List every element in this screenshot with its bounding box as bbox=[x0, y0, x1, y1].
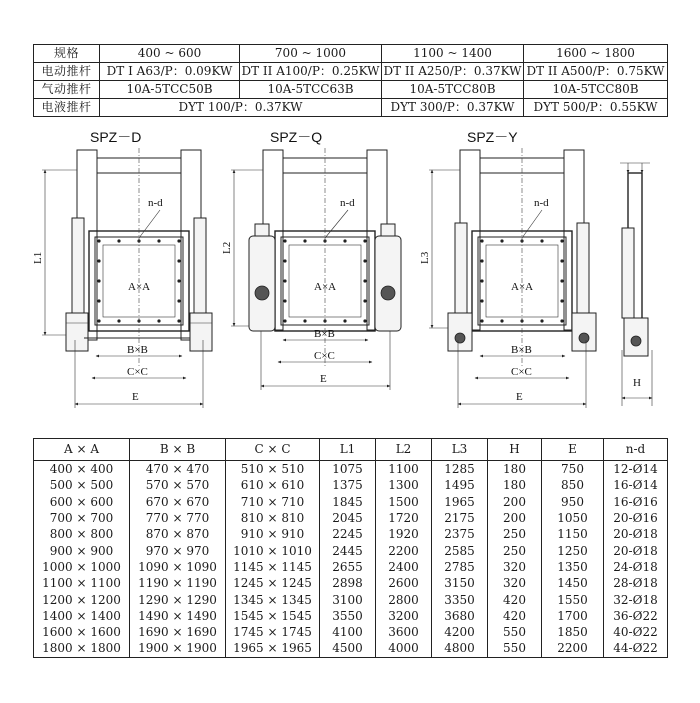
spec-cell: 400 ~ 600 bbox=[100, 45, 240, 63]
table-cell: 180 bbox=[488, 461, 542, 478]
drawing-title: SPZ－Y bbox=[467, 129, 518, 145]
dim-e-label: E bbox=[132, 391, 139, 403]
table-cell: 950 bbox=[542, 494, 604, 510]
table-cell: 12-Ø14 bbox=[604, 461, 668, 478]
table-cell: 1010 × 1010 bbox=[226, 542, 320, 558]
spec-cell: DYT 500/P：0.55KW bbox=[524, 99, 668, 117]
table-cell: 4000 bbox=[376, 640, 432, 657]
table-cell: 4100 bbox=[320, 624, 376, 640]
table-cell: 2600 bbox=[376, 575, 432, 591]
table-cell: 4800 bbox=[432, 640, 488, 657]
table-cell: 1700 bbox=[542, 608, 604, 624]
column-header: L3 bbox=[432, 439, 488, 461]
table-cell: 1495 bbox=[432, 477, 488, 493]
table-cell: 2800 bbox=[376, 591, 432, 607]
dim-b-label: B×B bbox=[127, 344, 148, 356]
table-cell: 320 bbox=[488, 559, 542, 575]
table-cell: 1345 × 1345 bbox=[226, 591, 320, 607]
spec-row-size bbox=[34, 45, 668, 63]
table-cell: 24-Ø18 bbox=[604, 559, 668, 575]
table-cell: 2045 bbox=[320, 510, 376, 526]
table-cell: 1145 × 1145 bbox=[226, 559, 320, 575]
column-header: H bbox=[488, 439, 542, 461]
table-cell: 4200 bbox=[432, 624, 488, 640]
table-cell: 40-Ø22 bbox=[604, 624, 668, 640]
table-cell: 1300 bbox=[376, 477, 432, 493]
spec-cell: 1100 ~ 1400 bbox=[382, 45, 524, 63]
table-cell: 2785 bbox=[432, 559, 488, 575]
spec-cell: DT I A63/P：0.09KW bbox=[100, 63, 240, 81]
table-cell: 910 × 910 bbox=[226, 526, 320, 542]
table-cell: 36-Ø22 bbox=[604, 608, 668, 624]
spec-row-header: 气动推杆 bbox=[34, 81, 100, 99]
spec-row-header: 电液推杆 bbox=[34, 99, 100, 117]
table-cell: 870 × 870 bbox=[130, 526, 226, 542]
spec-cell: 10A-5TCC80B bbox=[382, 81, 524, 99]
dim-b-label: B×B bbox=[314, 328, 335, 340]
table-cell: 320 bbox=[488, 575, 542, 591]
column-header: A × A bbox=[34, 439, 130, 461]
table-cell: 1000 × 1000 bbox=[34, 559, 130, 575]
table-cell: 510 × 510 bbox=[226, 461, 320, 478]
table-cell: 710 × 710 bbox=[226, 494, 320, 510]
hole-label: n-d bbox=[534, 197, 549, 209]
column-header: B × B bbox=[130, 439, 226, 461]
opening-label: A×A bbox=[314, 281, 337, 293]
table-cell: 1050 bbox=[542, 510, 604, 526]
dimension-header-row bbox=[34, 439, 668, 461]
table-cell: 2375 bbox=[432, 526, 488, 542]
drawing-spz-d bbox=[32, 129, 212, 408]
drawing-title: SPZ－Q bbox=[270, 129, 323, 145]
table-cell: 1850 bbox=[542, 624, 604, 640]
table-cell: 2200 bbox=[542, 640, 604, 657]
table-cell: 1490 × 1490 bbox=[130, 608, 226, 624]
table-cell: 2898 bbox=[320, 575, 376, 591]
table-cell: 1745 × 1745 bbox=[226, 624, 320, 640]
table-cell: 28-Ø18 bbox=[604, 575, 668, 591]
table-cell: 420 bbox=[488, 608, 542, 624]
table-cell: 20-Ø18 bbox=[604, 526, 668, 542]
drawing-title: SPZ－D bbox=[90, 129, 142, 145]
table-cell: 1800 × 1800 bbox=[34, 640, 130, 657]
opening-label: A×A bbox=[511, 281, 534, 293]
column-header: L2 bbox=[376, 439, 432, 461]
table-cell: 3600 bbox=[376, 624, 432, 640]
table-cell: 180 bbox=[488, 477, 542, 493]
spec-cell: 1600 ~ 1800 bbox=[524, 45, 668, 63]
table-cell: 2245 bbox=[320, 526, 376, 542]
table-cell: 1290 × 1290 bbox=[130, 591, 226, 607]
table-cell: 32-Ø18 bbox=[604, 591, 668, 607]
table-cell: 1720 bbox=[376, 510, 432, 526]
table-row bbox=[34, 640, 668, 657]
dimension-table bbox=[33, 438, 668, 658]
drawing-side-view bbox=[620, 163, 652, 406]
dim-c-label: C×C bbox=[314, 350, 335, 362]
table-cell: 1190 × 1190 bbox=[130, 575, 226, 591]
table-cell: 400 × 400 bbox=[34, 461, 130, 478]
column-header: C × C bbox=[226, 439, 320, 461]
table-cell: 1285 bbox=[432, 461, 488, 478]
table-cell: 1100 × 1100 bbox=[34, 575, 130, 591]
spec-row-header: 电动推杆 bbox=[34, 63, 100, 81]
table-cell: 200 bbox=[488, 510, 542, 526]
dim-c-label: C×C bbox=[511, 366, 532, 378]
table-cell: 1250 bbox=[542, 542, 604, 558]
gate-drawings bbox=[0, 128, 700, 423]
column-header: E bbox=[542, 439, 604, 461]
table-cell: 2655 bbox=[320, 559, 376, 575]
table-cell: 2445 bbox=[320, 542, 376, 558]
side-h-label: H bbox=[633, 377, 641, 389]
table-cell: 1375 bbox=[320, 477, 376, 493]
table-cell: 1900 × 1900 bbox=[130, 640, 226, 657]
dim-e-label: E bbox=[516, 391, 523, 403]
spec-cell: 10A-5TCC50B bbox=[100, 81, 240, 99]
table-cell: 1245 × 1245 bbox=[226, 575, 320, 591]
table-cell: 20-Ø16 bbox=[604, 510, 668, 526]
table-cell: 1600 × 1600 bbox=[34, 624, 130, 640]
table-cell: 600 × 600 bbox=[34, 494, 130, 510]
table-cell: 570 × 570 bbox=[130, 477, 226, 493]
table-cell: 1920 bbox=[376, 526, 432, 542]
table-cell: 1200 × 1200 bbox=[34, 591, 130, 607]
dimension-table-body bbox=[34, 461, 668, 658]
drawing-spz-q bbox=[221, 129, 401, 390]
table-cell: 970 × 970 bbox=[130, 542, 226, 558]
spec-cell: 10A-5TCC80B bbox=[524, 81, 668, 99]
table-cell: 3100 bbox=[320, 591, 376, 607]
table-cell: 16-Ø14 bbox=[604, 477, 668, 493]
table-row bbox=[34, 608, 668, 624]
table-row bbox=[34, 575, 668, 591]
table-cell: 1150 bbox=[542, 526, 604, 542]
table-cell: 20-Ø18 bbox=[604, 542, 668, 558]
dim-b-label: B×B bbox=[511, 344, 532, 356]
table-cell: 1400 × 1400 bbox=[34, 608, 130, 624]
table-cell: 1350 bbox=[542, 559, 604, 575]
table-cell: 3550 bbox=[320, 608, 376, 624]
spec-cell: 700 ~ 1000 bbox=[240, 45, 382, 63]
spec-cell: 10A-5TCC63B bbox=[240, 81, 382, 99]
hole-label: n-d bbox=[340, 197, 355, 209]
table-cell: 1845 bbox=[320, 494, 376, 510]
table-cell: 550 bbox=[488, 640, 542, 657]
opening-label: A×A bbox=[128, 281, 151, 293]
table-cell: 1550 bbox=[542, 591, 604, 607]
table-cell: 1965 × 1965 bbox=[226, 640, 320, 657]
spec-cell: DYT 100/P：0.37KW bbox=[100, 99, 382, 117]
table-row bbox=[34, 477, 668, 493]
column-header: L1 bbox=[320, 439, 376, 461]
table-cell: 1075 bbox=[320, 461, 376, 478]
table-cell: 3200 bbox=[376, 608, 432, 624]
table-row bbox=[34, 591, 668, 607]
table-cell: 550 bbox=[488, 624, 542, 640]
table-cell: 470 × 470 bbox=[130, 461, 226, 478]
spec-cell: DT II A100/P：0.25KW bbox=[240, 63, 382, 81]
table-cell: 800 × 800 bbox=[34, 526, 130, 542]
dim-c-label: C×C bbox=[127, 366, 148, 378]
table-cell: 1450 bbox=[542, 575, 604, 591]
table-cell: 44-Ø22 bbox=[604, 640, 668, 657]
spec-row-electric bbox=[34, 63, 668, 81]
table-cell: 2175 bbox=[432, 510, 488, 526]
table-cell: 1690 × 1690 bbox=[130, 624, 226, 640]
table-cell: 3350 bbox=[432, 591, 488, 607]
table-row bbox=[34, 494, 668, 510]
height-label: L2 bbox=[221, 241, 233, 254]
table-cell: 250 bbox=[488, 526, 542, 542]
table-cell: 610 × 610 bbox=[226, 477, 320, 493]
table-cell: 2400 bbox=[376, 559, 432, 575]
spec-cell: DYT 300/P：0.37KW bbox=[382, 99, 524, 117]
table-cell: 420 bbox=[488, 591, 542, 607]
spec-row-pneumatic bbox=[34, 81, 668, 99]
table-cell: 500 × 500 bbox=[34, 477, 130, 493]
table-row bbox=[34, 526, 668, 542]
drawing-spz-y bbox=[419, 129, 596, 408]
table-row bbox=[34, 510, 668, 526]
table-cell: 750 bbox=[542, 461, 604, 478]
table-cell: 16-Ø16 bbox=[604, 494, 668, 510]
table-cell: 1090 × 1090 bbox=[130, 559, 226, 575]
table-cell: 3150 bbox=[432, 575, 488, 591]
table-cell: 1965 bbox=[432, 494, 488, 510]
table-cell: 200 bbox=[488, 494, 542, 510]
table-cell: 700 × 700 bbox=[34, 510, 130, 526]
spec-row-hydraulic bbox=[34, 99, 668, 117]
table-cell: 900 × 900 bbox=[34, 542, 130, 558]
hole-label: n-d bbox=[148, 197, 163, 209]
table-cell: 1545 × 1545 bbox=[226, 608, 320, 624]
table-row bbox=[34, 542, 668, 558]
table-row bbox=[34, 559, 668, 575]
table-row bbox=[34, 624, 668, 640]
table-cell: 2585 bbox=[432, 542, 488, 558]
table-cell: 1100 bbox=[376, 461, 432, 478]
actuator-spec-table bbox=[33, 44, 668, 117]
table-cell: 670 × 670 bbox=[130, 494, 226, 510]
spec-row-header: 规格 bbox=[34, 45, 100, 63]
table-cell: 810 × 810 bbox=[226, 510, 320, 526]
dim-e-label: E bbox=[320, 373, 327, 385]
table-cell: 850 bbox=[542, 477, 604, 493]
table-cell: 4500 bbox=[320, 640, 376, 657]
table-cell: 3680 bbox=[432, 608, 488, 624]
spec-cell: DT II A250/P：0.37KW bbox=[382, 63, 524, 81]
table-cell: 2200 bbox=[376, 542, 432, 558]
table-cell: 770 × 770 bbox=[130, 510, 226, 526]
column-header: n-d bbox=[604, 439, 668, 461]
table-cell: 1500 bbox=[376, 494, 432, 510]
height-label: L3 bbox=[419, 251, 431, 264]
height-label: L1 bbox=[32, 251, 44, 264]
table-row bbox=[34, 461, 668, 478]
spec-cell: DT II A500/P：0.75KW bbox=[524, 63, 668, 81]
table-cell: 250 bbox=[488, 542, 542, 558]
